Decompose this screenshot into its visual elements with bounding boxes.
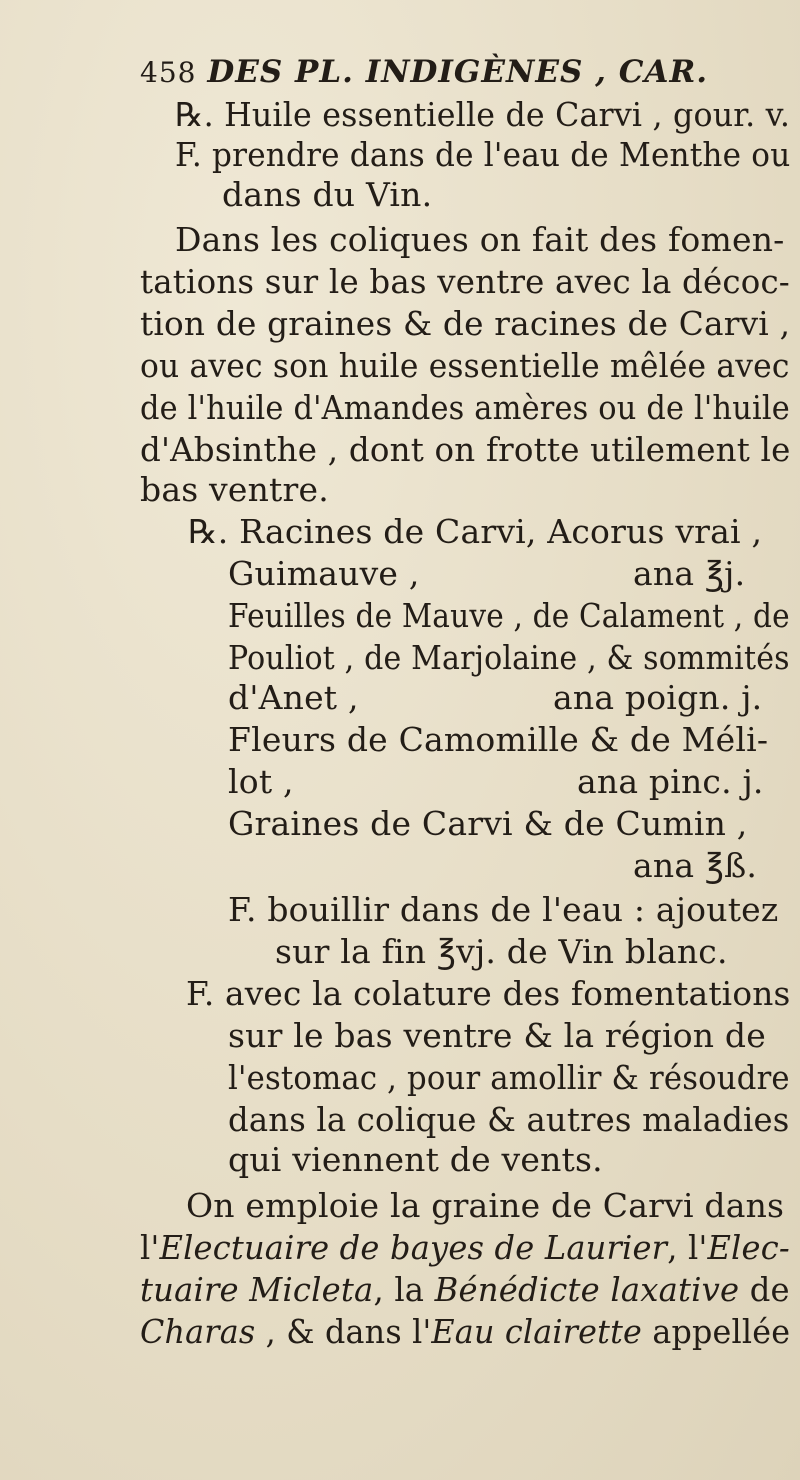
dose-right: ana pinc. j. [577,762,764,801]
text-line: F. bouillir dans de l'eau : ajoutez [228,890,779,929]
text-run: l' [140,1228,160,1267]
recipe-line: Fleurs de Camomille & de Méli- [228,720,769,759]
recipe-line: d'Anet , [228,678,359,717]
page-number: 458 [140,56,197,89]
text-line-italic-mix [140,1312,790,1352]
text-line: sur le bas ventre & la région de [228,1016,766,1055]
text-line: d'Absinthe , dont on frotte utilement le [140,430,791,469]
text-line-italic-mix [140,1270,790,1310]
dose-right: ana poign. j. [553,678,763,717]
text-line-italic-mix [140,1228,790,1268]
text-run: de [739,1270,790,1309]
italic-run: tuaire Micleta [140,1270,374,1309]
text-line: de l'huile d'Amandes amères ou de l'huile [140,388,790,427]
text-run: , l' [667,1228,708,1267]
text-line: dans du Vin. [222,175,433,214]
italic-run: Electuaire de bayes de Laurier [159,1228,668,1267]
dose-right: ana ℥ß. [633,846,758,885]
recipe-line: lot , [228,762,294,801]
text-line: l'estomac , pour amollir & résoudre [228,1058,790,1097]
header-title: DES PL. INDIGÈNES , CAR. [207,54,709,90]
text-line: F. prendre dans de l'eau de Menthe ou [175,135,791,174]
text-line: bas ventre. [140,470,329,509]
italic-run: Charas [140,1312,256,1351]
text-line: sur la fin ℥vj. de Vin blanc. [275,932,728,971]
text-run: , & dans l' [255,1312,432,1351]
recipe-line: Graines de Carvi & de Cumin , [228,804,748,843]
italic-run: Elec- [707,1228,790,1267]
recipe-line: Pouliot , de Marjolaine , & sommités [228,638,790,677]
text-run: appellée [642,1312,791,1351]
recipe-line: ℞. Racines de Carvi, Acorus vrai , [188,512,763,551]
text-line: Dans les coliques on fait des fomen- [175,220,785,259]
italic-run: Bénédicte laxative [434,1270,740,1309]
recipe-line: Feuilles de Mauve , de Calament , de [228,596,790,635]
text-line: tion de graines & de racines de Carvi , [140,304,791,343]
text-line: ℞. Huile essentielle de Carvi , gour. v. [175,95,791,134]
recipe-line: Guimauve , [228,554,420,593]
text-run: , la [373,1270,435,1309]
text-line: ou avec son huile essentielle mêlée avec [140,346,790,385]
text-line: qui viennent de vents. [228,1140,603,1179]
text-line: On emploie la graine de Carvi dans [186,1186,785,1225]
running-header [140,52,708,93]
text-line: dans la colique & autres maladies [228,1100,790,1139]
text-line: F. avec la colature des fomentations [186,974,791,1013]
dose-right: ana ℥j. [633,554,746,593]
italic-run: Eau clairette [431,1312,643,1351]
text-line: tations sur le bas ventre avec la décoc- [140,262,790,301]
